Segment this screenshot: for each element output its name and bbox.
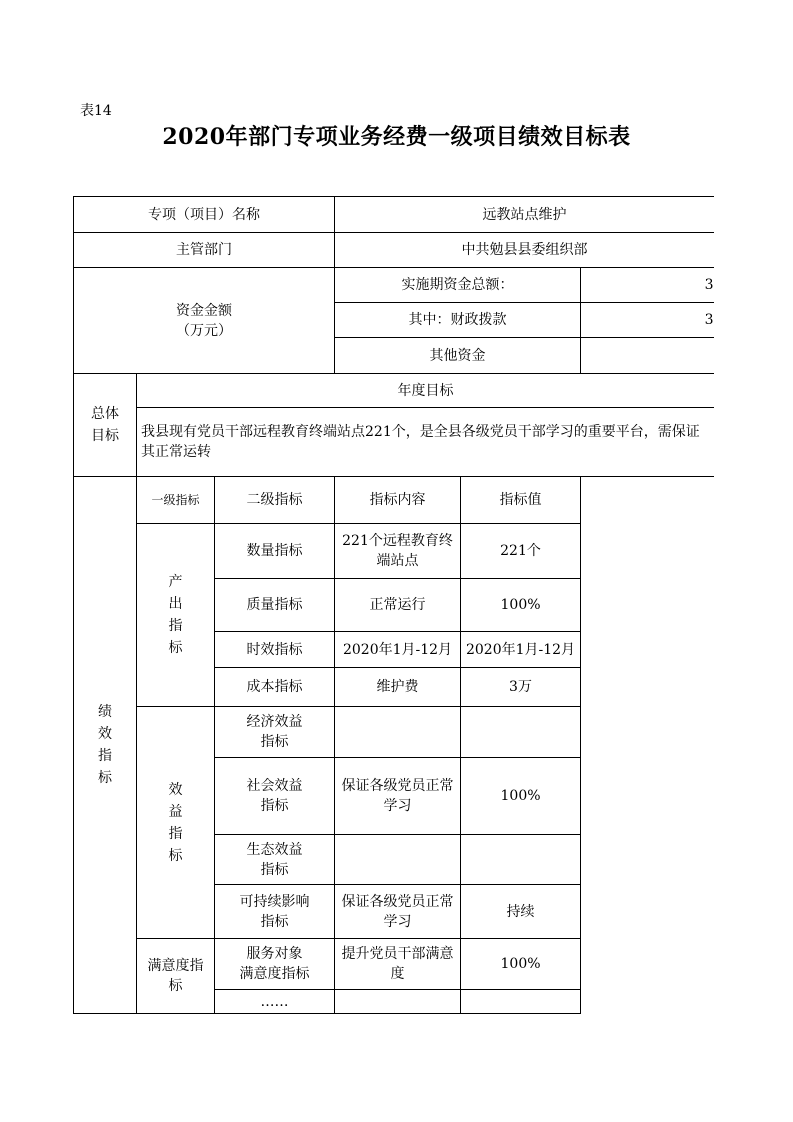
content-header: 指标内容 bbox=[335, 477, 461, 524]
quantity-value: 221个 bbox=[461, 524, 581, 579]
more-indicator: …… bbox=[215, 990, 335, 1014]
funds-total-value: 3 bbox=[581, 268, 714, 303]
funds-total-row bbox=[74, 268, 715, 303]
quantity-content: 221个远程教育终端站点 bbox=[335, 524, 461, 579]
quality-value: 100% bbox=[461, 579, 581, 632]
sustainable-impact-indicator: 可持续影响 指标 bbox=[215, 885, 335, 939]
social-benefit-content: 保证各级党员正常学习 bbox=[335, 758, 461, 835]
level2-header: 二级指标 bbox=[215, 477, 335, 524]
annual-goal-text: 我县现有党员干部远程教育终端站点221个，是全县各级党员干部学习的重要平台，需保证其正常运转 bbox=[137, 408, 715, 477]
economic-benefit-value bbox=[461, 707, 581, 758]
service-satisfaction-content: 提升党员干部满意度 bbox=[335, 939, 461, 990]
funds-fiscal-value: 3 bbox=[581, 303, 714, 338]
goal-header-row bbox=[74, 374, 715, 408]
economic-benefit-content bbox=[335, 707, 461, 758]
performance-goal-table bbox=[73, 196, 714, 1014]
page-title: 2020年部门专项业务经费一级项目绩效目标表 bbox=[162, 124, 631, 150]
benefit-row-economic bbox=[74, 707, 715, 758]
timeliness-indicator: 时效指标 bbox=[215, 632, 335, 668]
overall-goal-label: 总体 目标 bbox=[74, 374, 137, 477]
benefit-indicator-label: 效 益 指 标 bbox=[137, 707, 215, 939]
level1-header: 一级指标 bbox=[137, 477, 215, 524]
timeliness-value: 2020年1月-12月 bbox=[461, 632, 581, 668]
output-indicator-label: 产 出 指 标 bbox=[137, 524, 215, 707]
funds-total-label: 实施期资金总额： bbox=[335, 268, 581, 303]
economic-benefit-indicator: 经济效益 指标 bbox=[215, 707, 335, 758]
ecological-benefit-value bbox=[461, 835, 581, 885]
department-row bbox=[74, 233, 715, 268]
service-satisfaction-value: 100% bbox=[461, 939, 581, 990]
performance-indicator-label: 绩 效 指 标 bbox=[74, 477, 137, 1014]
ecological-benefit-indicator: 生态效益 指标 bbox=[215, 835, 335, 885]
satisfaction-row-service bbox=[74, 939, 715, 990]
value-header: 指标值 bbox=[461, 477, 581, 524]
quality-indicator: 质量指标 bbox=[215, 579, 335, 632]
department-label: 主管部门 bbox=[74, 233, 335, 268]
quantity-indicator: 数量指标 bbox=[215, 524, 335, 579]
satisfaction-indicator-label: 满意度指 标 bbox=[137, 939, 215, 1014]
sustainable-impact-value: 持续 bbox=[461, 885, 581, 939]
ecological-benefit-content bbox=[335, 835, 461, 885]
more-content bbox=[335, 990, 461, 1014]
funds-other-value bbox=[581, 338, 714, 374]
social-benefit-value: 100% bbox=[461, 758, 581, 835]
funds-label-text: 资金金额 bbox=[176, 302, 232, 319]
goal-text-row bbox=[74, 408, 715, 477]
funds-other-label: 其他资金 bbox=[335, 338, 581, 374]
project-name-label: 专项（项目）名称 bbox=[74, 197, 335, 233]
annual-goal-header: 年度目标 bbox=[137, 374, 715, 408]
social-benefit-indicator: 社会效益 指标 bbox=[215, 758, 335, 835]
more-value bbox=[461, 990, 581, 1014]
service-satisfaction-indicator: 服务对象 满意度指标 bbox=[215, 939, 335, 990]
cost-value: 3万 bbox=[461, 668, 581, 707]
funds-unit: （万元） bbox=[176, 322, 232, 339]
funds-fiscal-label: 其中：财政拨款 bbox=[335, 303, 581, 338]
performance-table-container bbox=[73, 196, 714, 1020]
indicator-header-row bbox=[74, 477, 715, 524]
document-label: 表14 bbox=[80, 103, 112, 119]
sustainable-impact-content: 保证各级党员正常学习 bbox=[335, 885, 461, 939]
output-row-quantity bbox=[74, 524, 715, 579]
cost-content: 维护费 bbox=[335, 668, 461, 707]
project-name-value: 远教站点维护 bbox=[335, 197, 714, 233]
department-value: 中共勉县县委组织部 bbox=[335, 233, 714, 268]
project-row bbox=[74, 197, 715, 233]
funds-label bbox=[74, 268, 335, 374]
cost-indicator: 成本指标 bbox=[215, 668, 335, 707]
timeliness-content: 2020年1月-12月 bbox=[335, 632, 461, 668]
quality-content: 正常运行 bbox=[335, 579, 461, 632]
